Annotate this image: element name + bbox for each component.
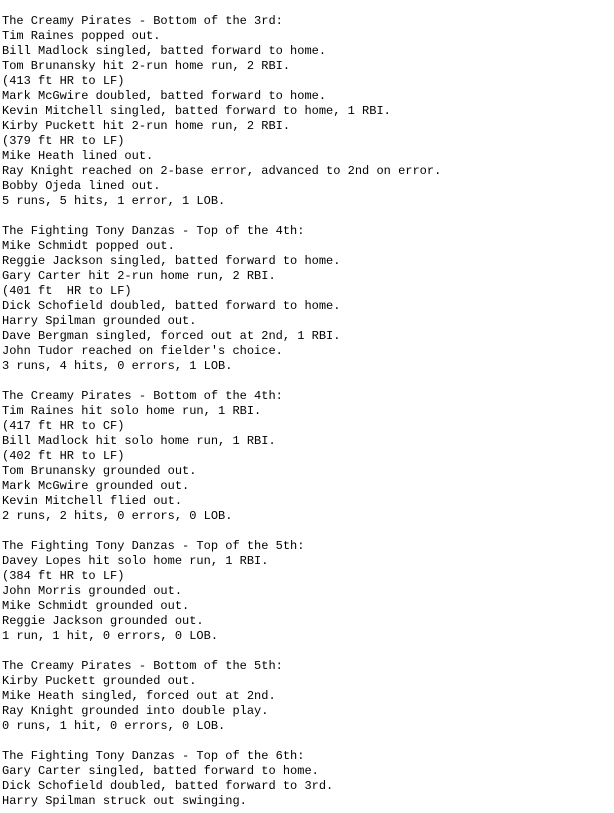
- play-line: Gary Carter hit 2-run home run, 2 RBI.: [2, 269, 276, 283]
- play-line: John Tudor reached on fielder's choice.: [2, 344, 283, 358]
- play-line: 3 runs, 4 hits, 0 errors, 1 LOB.: [2, 359, 233, 373]
- play-line: Mark McGwire doubled, batted forward to home.: [2, 89, 327, 103]
- play-line: 0 runs, 1 hit, 0 errors, 0 LOB.: [2, 719, 226, 733]
- play-line: Reggie Jackson grounded out.: [2, 614, 204, 628]
- inning-heading: The Fighting Tony Danzas - Top of the 5th:: [2, 539, 305, 553]
- play-line: Harry Spilman grounded out.: [2, 314, 197, 328]
- play-line: Mike Schmidt popped out.: [2, 239, 175, 253]
- play-line: Tim Raines popped out.: [2, 29, 161, 43]
- inning-heading: The Creamy Pirates - Bottom of the 3rd:: [2, 14, 283, 28]
- play-line: Mike Schmidt grounded out.: [2, 599, 190, 613]
- inning-section: [2, 14, 614, 209]
- play-line: Ray Knight grounded into double play.: [2, 704, 269, 718]
- play-line: (417 ft HR to CF): [2, 419, 125, 433]
- inning-heading: The Fighting Tony Danzas - Top of the 6th:: [2, 749, 305, 763]
- play-line: (384 ft HR to LF): [2, 569, 125, 583]
- play-line: Bobby Ojeda lined out.: [2, 179, 161, 193]
- play-line: Mark McGwire grounded out.: [2, 479, 190, 493]
- play-line: Dick Schofield doubled, batted forward to 3rd.: [2, 779, 334, 793]
- play-line: Kevin Mitchell flied out.: [2, 494, 183, 508]
- play-line: Mike Heath singled, forced out at 2nd.: [2, 689, 276, 703]
- play-line: Tom Brunansky hit 2-run home run, 2 RBI.: [2, 59, 291, 73]
- play-line: 1 run, 1 hit, 0 errors, 0 LOB.: [2, 629, 219, 643]
- play-line: Tim Raines hit solo home run, 1 RBI.: [2, 404, 262, 418]
- inning-section: [2, 659, 614, 734]
- play-line: Gary Carter singled, batted forward to home.: [2, 764, 319, 778]
- play-line: Bill Madlock singled, batted forward to home.: [2, 44, 327, 58]
- play-line: 2 runs, 2 hits, 0 errors, 0 LOB.: [2, 509, 233, 523]
- play-line: Dave Bergman singled, forced out at 2nd, 1 RBI.: [2, 329, 341, 343]
- play-line: (402 ft HR to LF): [2, 449, 125, 463]
- play-line: (413 ft HR to LF): [2, 74, 125, 88]
- inning-section: [2, 389, 614, 524]
- inning-heading: The Creamy Pirates - Bottom of the 4th:: [2, 389, 283, 403]
- play-line: Kirby Puckett grounded out.: [2, 674, 197, 688]
- play-line: Davey Lopes hit solo home run, 1 RBI.: [2, 554, 269, 568]
- inning-heading: The Creamy Pirates - Bottom of the 5th:: [2, 659, 283, 673]
- play-line: Harry Spilman struck out swinging.: [2, 794, 247, 808]
- play-line: Bill Madlock hit solo home run, 1 RBI.: [2, 434, 276, 448]
- play-line: (401 ft HR to LF): [2, 284, 132, 298]
- play-line: (379 ft HR to LF): [2, 134, 125, 148]
- inning-heading: The Fighting Tony Danzas - Top of the 4th:: [2, 224, 305, 238]
- play-line: John Morris grounded out.: [2, 584, 183, 598]
- play-line: Dick Schofield doubled, batted forward to home.: [2, 299, 341, 313]
- play-line: Kevin Mitchell singled, batted forward to home, 1 RBI.: [2, 104, 391, 118]
- play-line: Mike Heath lined out.: [2, 149, 154, 163]
- inning-section: [2, 539, 614, 644]
- play-line: 5 runs, 5 hits, 1 error, 1 LOB.: [2, 194, 226, 208]
- inning-section: [2, 224, 614, 374]
- play-line: Tom Brunansky grounded out.: [2, 464, 197, 478]
- inning-section: [2, 749, 614, 809]
- play-line: Ray Knight reached on 2-base error, advanced to 2nd on error.: [2, 164, 442, 178]
- play-line: Reggie Jackson singled, batted forward to home.: [2, 254, 341, 268]
- play-line: Kirby Puckett hit 2-run home run, 2 RBI.: [2, 119, 291, 133]
